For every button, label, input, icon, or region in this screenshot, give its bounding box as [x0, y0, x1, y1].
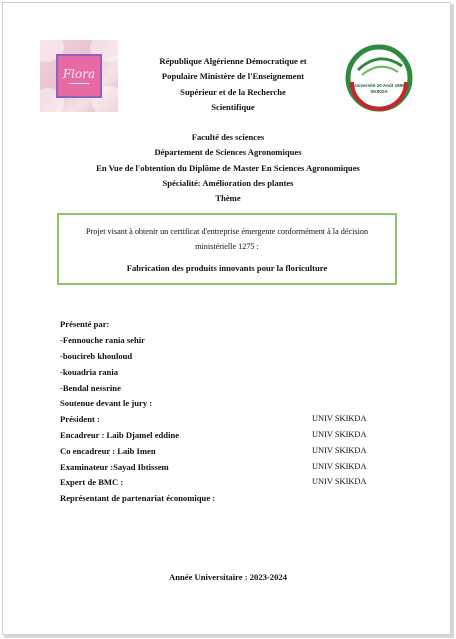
jury-affiliation: UNIV SKIKDA — [312, 462, 367, 471]
jury-affiliation: UNIV SKIKDA — [312, 477, 367, 486]
university-logo — [344, 42, 414, 114]
diploma-line: En Vue de l'obtention du Diplôme de Master En Sciences Agronomiques — [96, 162, 360, 173]
header-line: Populaire Ministère de l'Enseignement — [161, 71, 305, 82]
presenter-name: -boucireb khouloud — [60, 351, 133, 361]
presenter-name: -Fennouche rania sehir — [60, 335, 145, 345]
presenter-name: -Bendal nessrine — [60, 383, 121, 393]
jury-role: Examinateur :Sayad Ibtissem — [60, 462, 169, 472]
flora-logo-brand: Flora — [62, 67, 96, 81]
jury-affiliation: UNIV SKIKDA — [312, 430, 367, 439]
jury-role: Représentant de partenariat économique : — [60, 493, 216, 503]
university-logo-light-swoosh — [362, 67, 398, 75]
flora-logo — [40, 40, 118, 112]
header-line: République Algérienne Démocratique et — [159, 56, 307, 66]
header-line: Supérieur et de la Recherche — [180, 86, 286, 97]
university-logo-name: Université 20 Août 1955 — [353, 83, 405, 88]
department-line: Département de Sciences Agronomiques — [154, 147, 302, 158]
jury-label: Soutenue devant le jury : — [60, 398, 153, 408]
project-box — [57, 213, 397, 285]
university-logo-city: SKIKDA — [370, 89, 388, 94]
project-title: Fabrication des produits innovants pour la floriculture — [126, 263, 328, 273]
university-logo-green-swoosh — [358, 59, 402, 70]
jury-role: Expert de BMC : — [60, 477, 124, 487]
faculty-line: Faculté des sciences — [191, 132, 265, 142]
project-description: Projet visant à obtenir un certificat d'entreprise émergente conformément à la décision ministérielle 1275 : — [85, 227, 369, 251]
flora-logo-underline — [69, 83, 89, 84]
page-shadow-right — [451, 4, 454, 637]
faculty-block — [40, 130, 416, 206]
theme-line: Thème — [215, 193, 241, 204]
presenters-label: Présenté par: — [60, 319, 110, 329]
jury-affiliation: UNIV SKIKDA — [312, 414, 367, 423]
page-shadow-bottom — [4, 635, 454, 638]
jury-affiliation: UNIV SKIKDA — [312, 446, 367, 455]
flora-logo-card — [56, 54, 102, 98]
ministry-header — [130, 54, 336, 115]
jury-role: Président : — [60, 414, 100, 424]
academic-year: Année Universitaire : 2023-2024 — [169, 572, 287, 582]
jury-role: Co encadreur : Laib Imen — [60, 446, 156, 456]
presenter-name: -kouadria rania — [60, 367, 119, 377]
header-line: Scientifique — [211, 101, 255, 112]
speciality-line: Spécialité: Amélioration des plantes — [162, 177, 294, 188]
jury-role: Encadreur : Laib Djamel eddine — [60, 430, 180, 440]
